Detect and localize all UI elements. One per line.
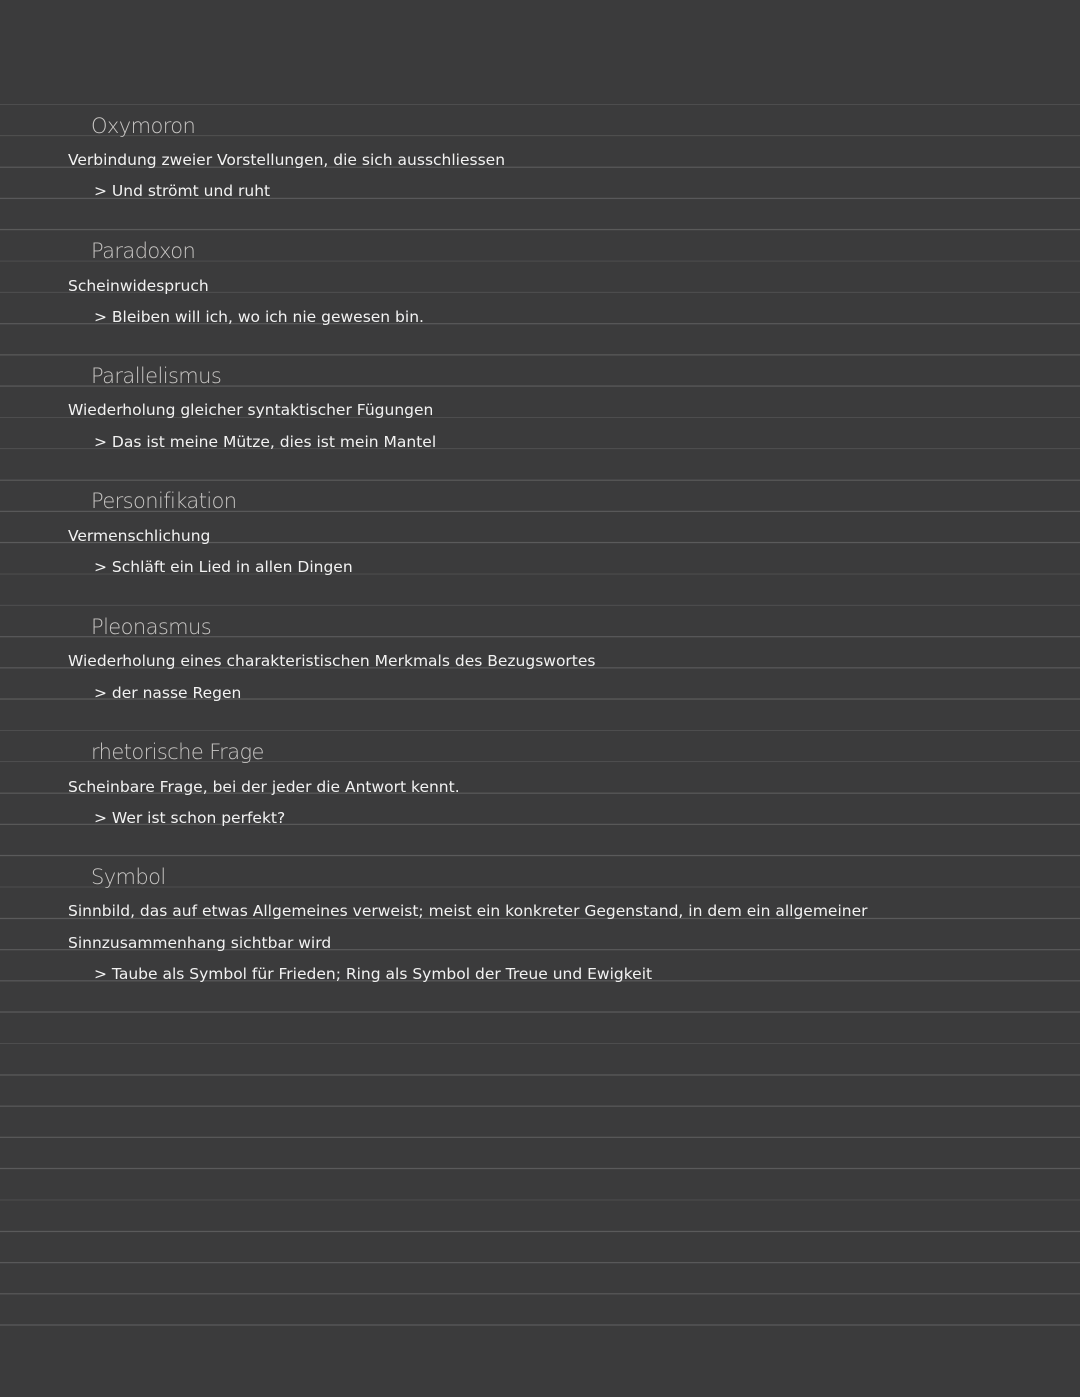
term-example: > Schläft ein Lied in allen Dingen — [94, 558, 353, 576]
term-heading: Pleonasmus — [91, 615, 212, 639]
term-heading: Parallelismus — [91, 364, 222, 388]
term-heading: Paradoxon — [91, 239, 196, 263]
term-definition: Vermenschlichung — [68, 527, 211, 545]
term-heading: Symbol — [91, 865, 166, 889]
term-definition: Sinnbild, das auf etwas Allgemeines verweist; meist ein konkreter Gegenstand, in dem ein allgemeiner — [68, 902, 868, 920]
term-definition: Scheinwidespruch — [68, 277, 209, 295]
term-heading: rhetorische Frage — [91, 740, 264, 764]
term-example: > der nasse Regen — [94, 684, 242, 702]
term-example: > Taube als Symbol für Frieden; Ring als Symbol der Treue und Ewigkeit — [94, 965, 653, 983]
term-definition: Verbindung zweier Vorstellungen, die sich ausschliessen — [68, 151, 506, 169]
term-definition: Scheinbare Frage, bei der jeder die Antwort kennt. — [68, 778, 460, 796]
term-example: > Das ist meine Mütze, dies ist mein Mantel — [94, 433, 437, 451]
term-heading: Oxymoron — [91, 114, 196, 138]
term-heading: Personifikation — [91, 489, 237, 513]
term-example: > Und strömt und ruht — [94, 182, 271, 200]
term-definition: Wiederholung eines charakteristischen Merkmals des Bezugswortes — [68, 652, 596, 670]
term-example: > Bleiben will ich, wo ich nie gewesen bin. — [94, 308, 424, 326]
term-definition: Wiederholung gleicher syntaktischer Fügungen — [68, 401, 434, 419]
term-example: > Wer ist schon perfekt? — [94, 809, 286, 827]
term-definition: Sinnzusammenhang sichtbar wird — [68, 934, 332, 952]
